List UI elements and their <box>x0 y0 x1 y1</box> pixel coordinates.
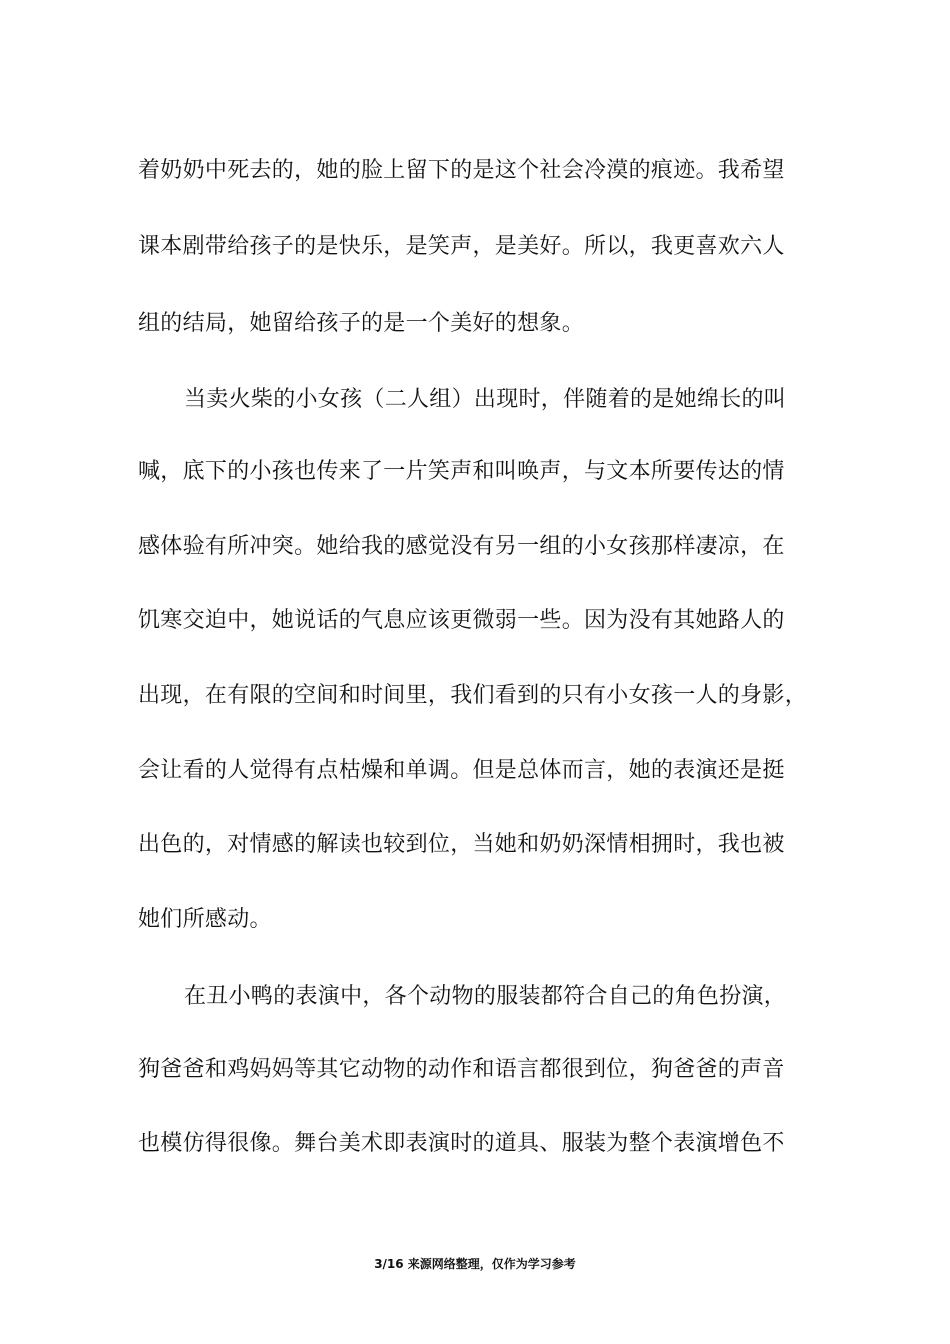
text-line-4: 当卖火柴的小女孩（二人组）出现时，伴随着的是她绵长的叫 <box>184 387 787 412</box>
text-line-12: 在丑小鸭的表演中，各个动物的服装都符合自己的角色扮演， <box>184 984 787 1009</box>
text-line-8: 出现，在有限的空间和时间里，我们看到的只有小女孩一人的身影， <box>138 683 808 708</box>
text-line-13: 狗爸爸和鸡妈妈等其它动物的动作和语言都很到位，狗爸爸的声音 <box>138 1057 785 1082</box>
text-line-5: 喊，底下的小孩也传来了一片笑声和叫唤声，与文本所要传达的情 <box>138 459 785 484</box>
text-line-1: 着奶奶中死去的，她的脸上留下的是这个社会冷漠的痕迹。我希望 <box>138 158 785 183</box>
text-line-3: 组的结局，她留给孩子的是一个美好的想象。 <box>138 311 585 336</box>
text-line-11: 她们所感动。 <box>138 907 272 932</box>
page-footer: 3/16 来源网络整理，仅作为学习参考 <box>374 1257 576 1271</box>
text-line-6: 感体验有所冲突。她给我的感觉没有另一组的小女孩那样凄凉，在 <box>138 534 785 559</box>
text-line-10: 出色的，对情感的解读也较到位，当她和奶奶深情相拥时，我也被 <box>138 832 785 857</box>
text-line-2: 课本剧带给孩子的是快乐，是笑声，是美好。所以，我更喜欢六人 <box>138 234 785 259</box>
text-line-14: 也模仿得很像。舞台美术即表演时的道具、服装为整个表演增色不 <box>138 1131 785 1156</box>
text-line-7: 饥寒交迫中，她说话的气息应该更微弱一些。因为没有其她路人的 <box>138 608 785 633</box>
text-line-9: 会让看的人觉得有点枯燥和单调。但是总体而言，她的表演还是挺 <box>138 758 785 783</box>
